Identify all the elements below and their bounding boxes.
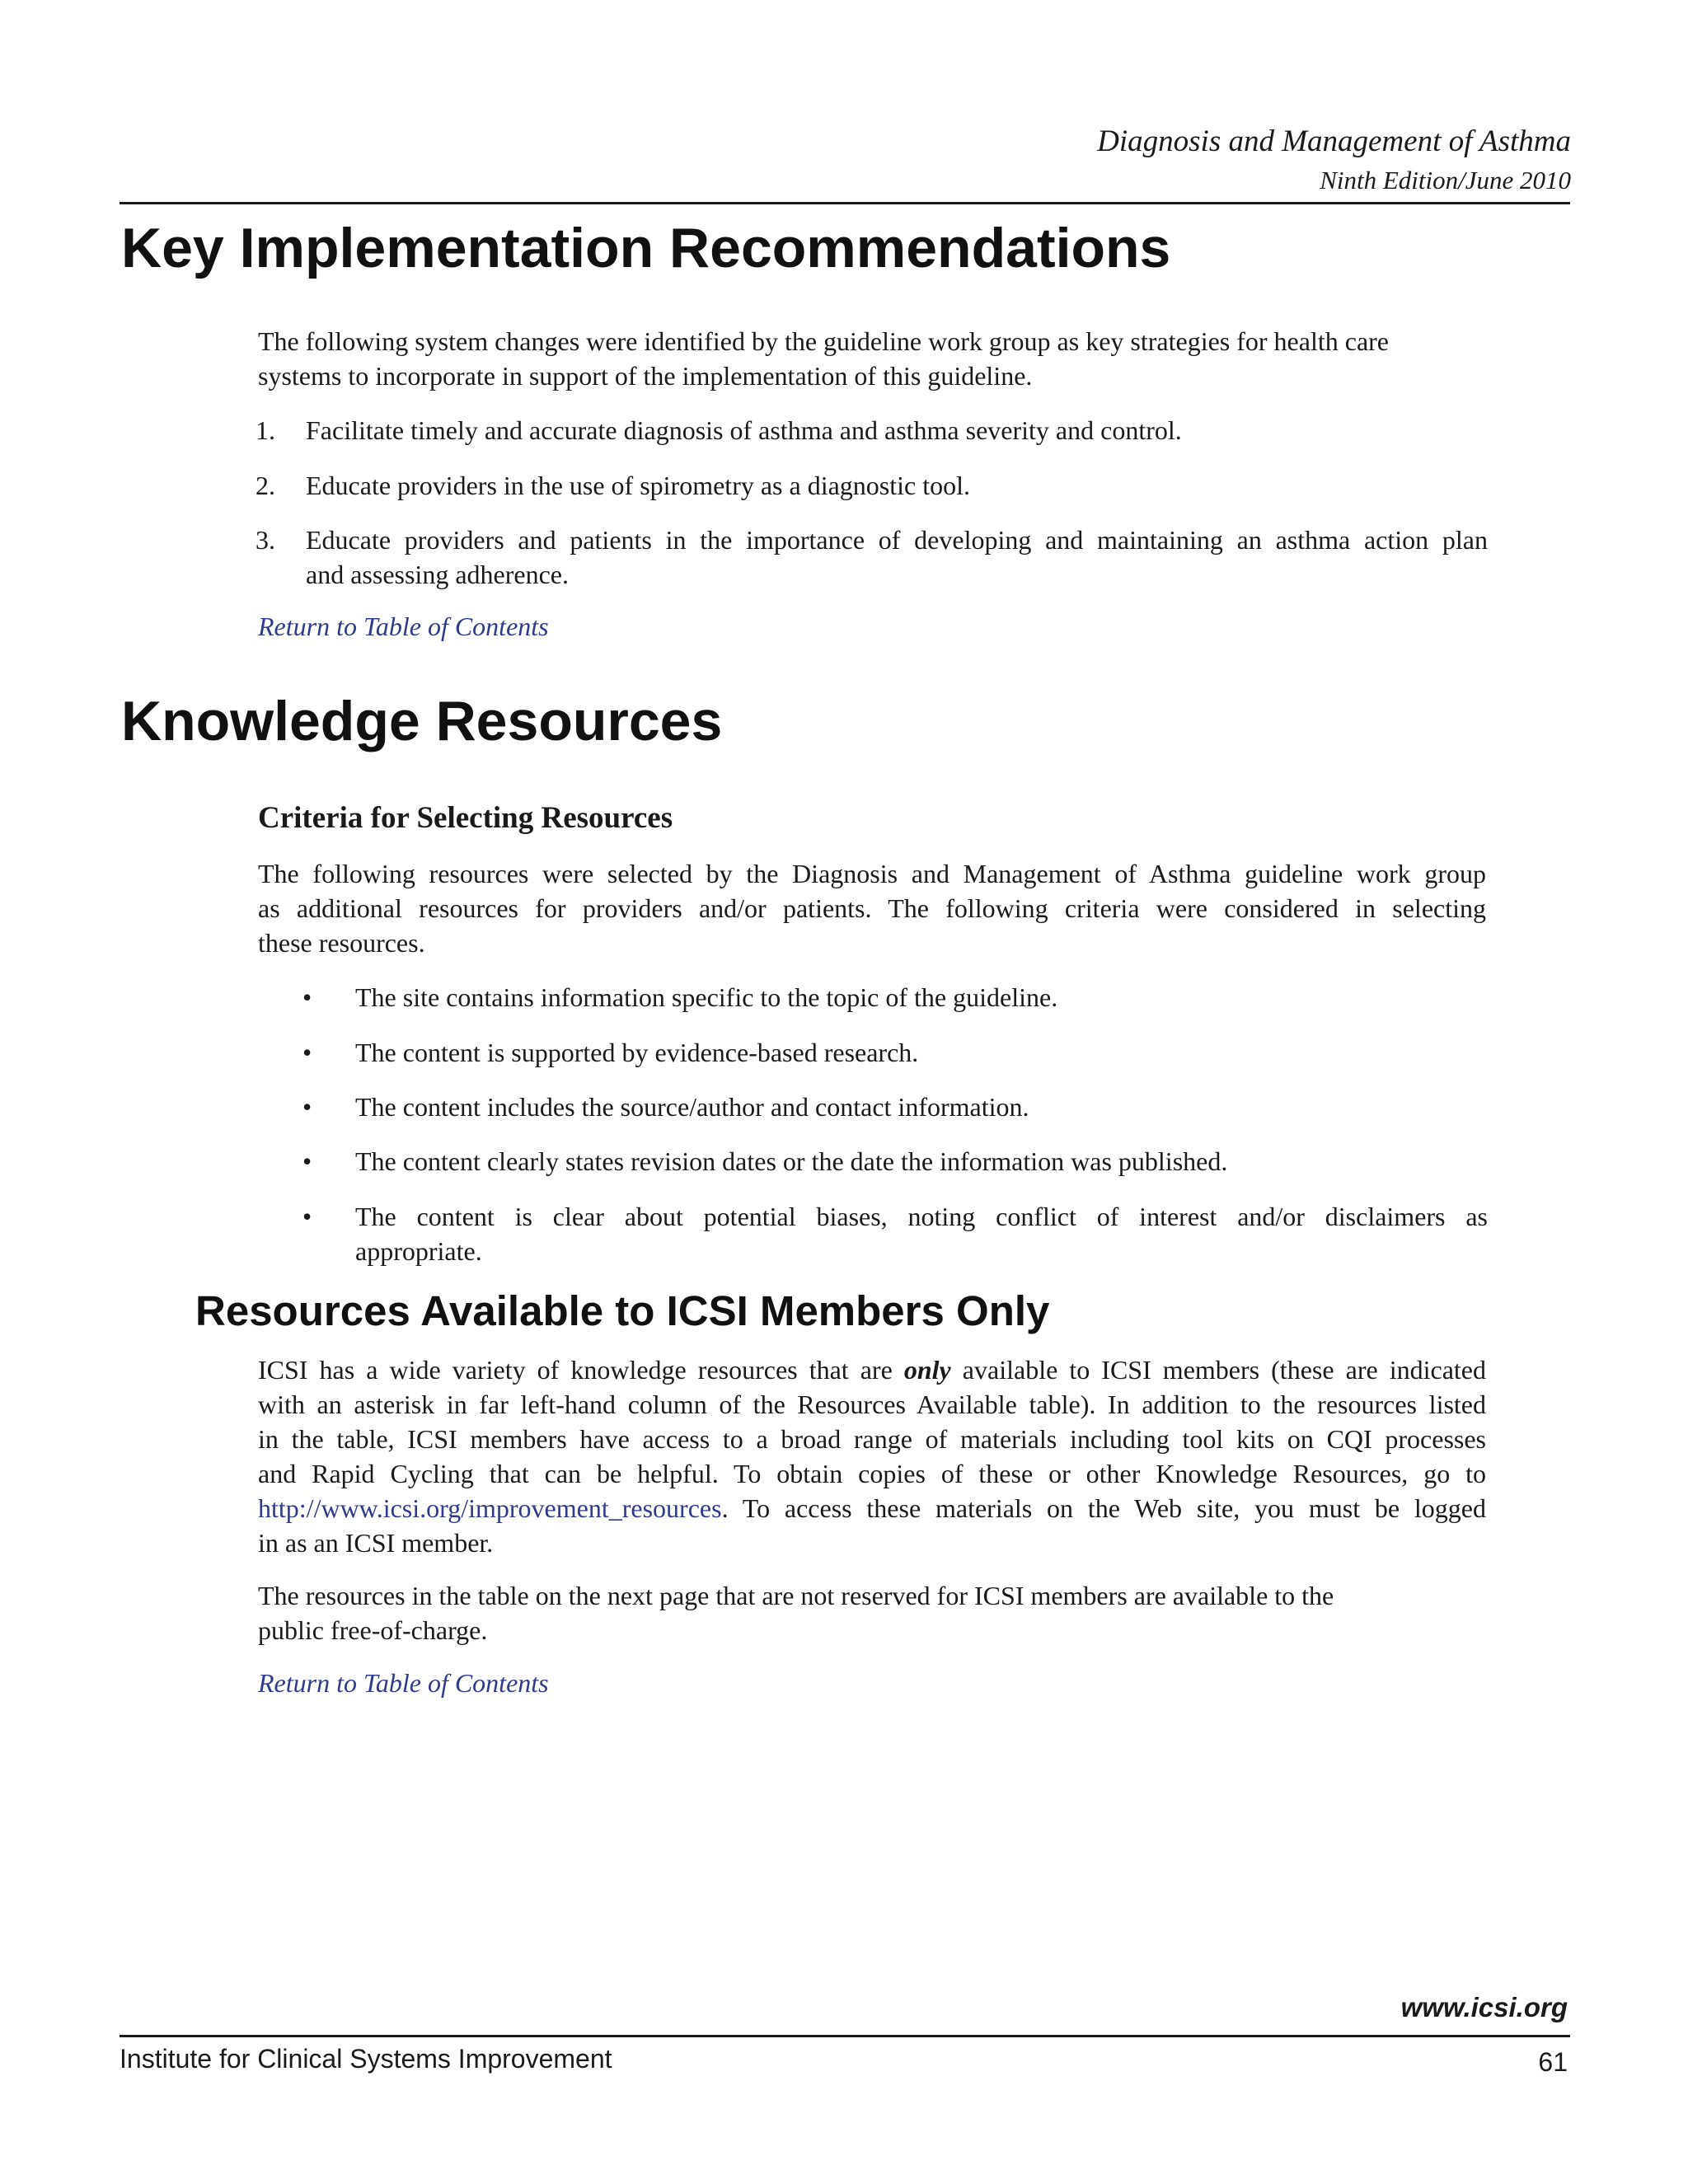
list-item-text-line-2: and assessing adherence. bbox=[306, 560, 569, 589]
members-p1-line-1 bbox=[258, 1352, 1486, 1387]
bullet-text-block bbox=[355, 1199, 1488, 1268]
page-number: 61 bbox=[1538, 2047, 1568, 2077]
list-item bbox=[256, 523, 1488, 592]
emphasis-only: only bbox=[903, 1355, 951, 1385]
members-p1-line-6: in as an ICSI member. bbox=[258, 1528, 494, 1558]
list-item-text: Facilitate timely and accurate diagnosis of asthma and asthma severity and control. bbox=[306, 415, 1182, 445]
criteria-intro bbox=[258, 856, 1486, 960]
heading-criteria: Criteria for Selecting Resources bbox=[258, 801, 673, 835]
footer-rule bbox=[120, 2035, 1570, 2037]
heading-key-implementation: Key Implementation Recommendations bbox=[121, 217, 1171, 279]
bullet-symbol: • bbox=[302, 1202, 312, 1231]
running-header-title: Diagnosis and Management of Asthma bbox=[1097, 124, 1571, 158]
bullet-text: The site contains information specific to the topic of the guideline. bbox=[355, 982, 1058, 1012]
bullet-item bbox=[302, 1199, 1488, 1268]
members-p1-line-1-post: available to ICSI members (these are indicated bbox=[950, 1355, 1487, 1385]
members-paragraph-2 bbox=[258, 1578, 1486, 1647]
key-impl-intro bbox=[258, 324, 1486, 393]
return-to-toc-link[interactable]: Return to Table of Contents bbox=[258, 612, 549, 641]
key-impl-intro-line-2: systems to incorporate in support of the implementation of this guideline. bbox=[258, 361, 1033, 391]
criteria-intro-line-3: these resources. bbox=[258, 928, 425, 958]
return-to-toc-link[interactable]: Return to Table of Contents bbox=[258, 1668, 549, 1698]
list-item bbox=[256, 468, 1488, 503]
running-header-edition: Ninth Edition/June 2010 bbox=[1320, 166, 1571, 194]
list-item-number: 1. bbox=[256, 415, 275, 445]
members-p1-line-5-post: . To access these materials on the Web site, you must be logged bbox=[721, 1493, 1486, 1523]
criteria-intro-line-1: The following resources were selected by the Diagnosis and Management of Asthma guideline work group bbox=[258, 859, 1486, 888]
members-p2-line-2: public free-of-charge. bbox=[258, 1615, 488, 1645]
bullet-text: The content is supported by evidence-based research. bbox=[355, 1038, 919, 1067]
bullet-symbol: • bbox=[302, 1092, 312, 1122]
members-p1-line-3: in the table, ICSI members have access to a broad range of materials including tool kits on CQI processes bbox=[258, 1424, 1486, 1454]
list-item-text: Educate providers in the use of spirometry as a diagnostic tool. bbox=[306, 471, 971, 500]
bullet-text-line-1: The content is clear about potential biases, noting conflict of interest and/or disclaimers as bbox=[355, 1202, 1488, 1231]
list-item-text-block bbox=[306, 523, 1488, 592]
bullet-symbol: • bbox=[302, 982, 312, 1012]
list-item-number: 3. bbox=[256, 525, 275, 555]
bullet-symbol: • bbox=[302, 1038, 312, 1067]
bullet-text: The content includes the source/author and contact information. bbox=[355, 1092, 1029, 1122]
bullet-text: The content clearly states revision dates or the date the information was published. bbox=[355, 1146, 1228, 1176]
members-paragraph-1 bbox=[258, 1352, 1486, 1560]
members-p1-line-2: with an asterisk in far left-hand column of the Resources Available table). In addition to the resources listed bbox=[258, 1390, 1486, 1419]
footer-url[interactable]: www.icsi.org bbox=[1400, 1992, 1568, 2022]
members-p1-line-1-pre: ICSI has a wide variety of knowledge resources that are bbox=[258, 1355, 904, 1385]
list-item-text-line-1: Educate providers and patients in the importance of developing and maintaining an asthma action plan bbox=[306, 525, 1488, 555]
members-p1-line-4: and Rapid Cycling that can be helpful. To obtain copies of these or other Knowledge Resources, go to bbox=[258, 1459, 1486, 1488]
bullet-symbol: • bbox=[302, 1146, 312, 1176]
bullet-text-line-2: appropriate. bbox=[355, 1236, 482, 1266]
key-impl-intro-line-1: The following system changes were identified by the guideline work group as key strategies for health care bbox=[258, 326, 1389, 356]
members-p2-line-1: The resources in the table on the next page that are not reserved for ICSI members are available to the bbox=[258, 1581, 1334, 1610]
footer-organization: Institute for Clinical Systems Improvement bbox=[120, 2044, 612, 2074]
bullet-item bbox=[302, 980, 1488, 1015]
heading-members-only: Resources Available to ICSI Members Only bbox=[195, 1287, 1050, 1334]
bullet-item bbox=[302, 1090, 1488, 1124]
heading-knowledge-resources: Knowledge Resources bbox=[121, 690, 723, 752]
list-item-number: 2. bbox=[256, 471, 275, 500]
members-p1-line-5 bbox=[258, 1491, 1486, 1526]
bullet-item bbox=[302, 1144, 1488, 1179]
list-item bbox=[256, 413, 1488, 448]
improvement-resources-link[interactable]: http://www.icsi.org/improvement_resources bbox=[258, 1493, 722, 1523]
header-rule bbox=[120, 202, 1570, 204]
criteria-intro-line-2: as additional resources for providers and/or patients. The following criteria were considered in selecting bbox=[258, 893, 1486, 923]
bullet-item bbox=[302, 1035, 1488, 1070]
